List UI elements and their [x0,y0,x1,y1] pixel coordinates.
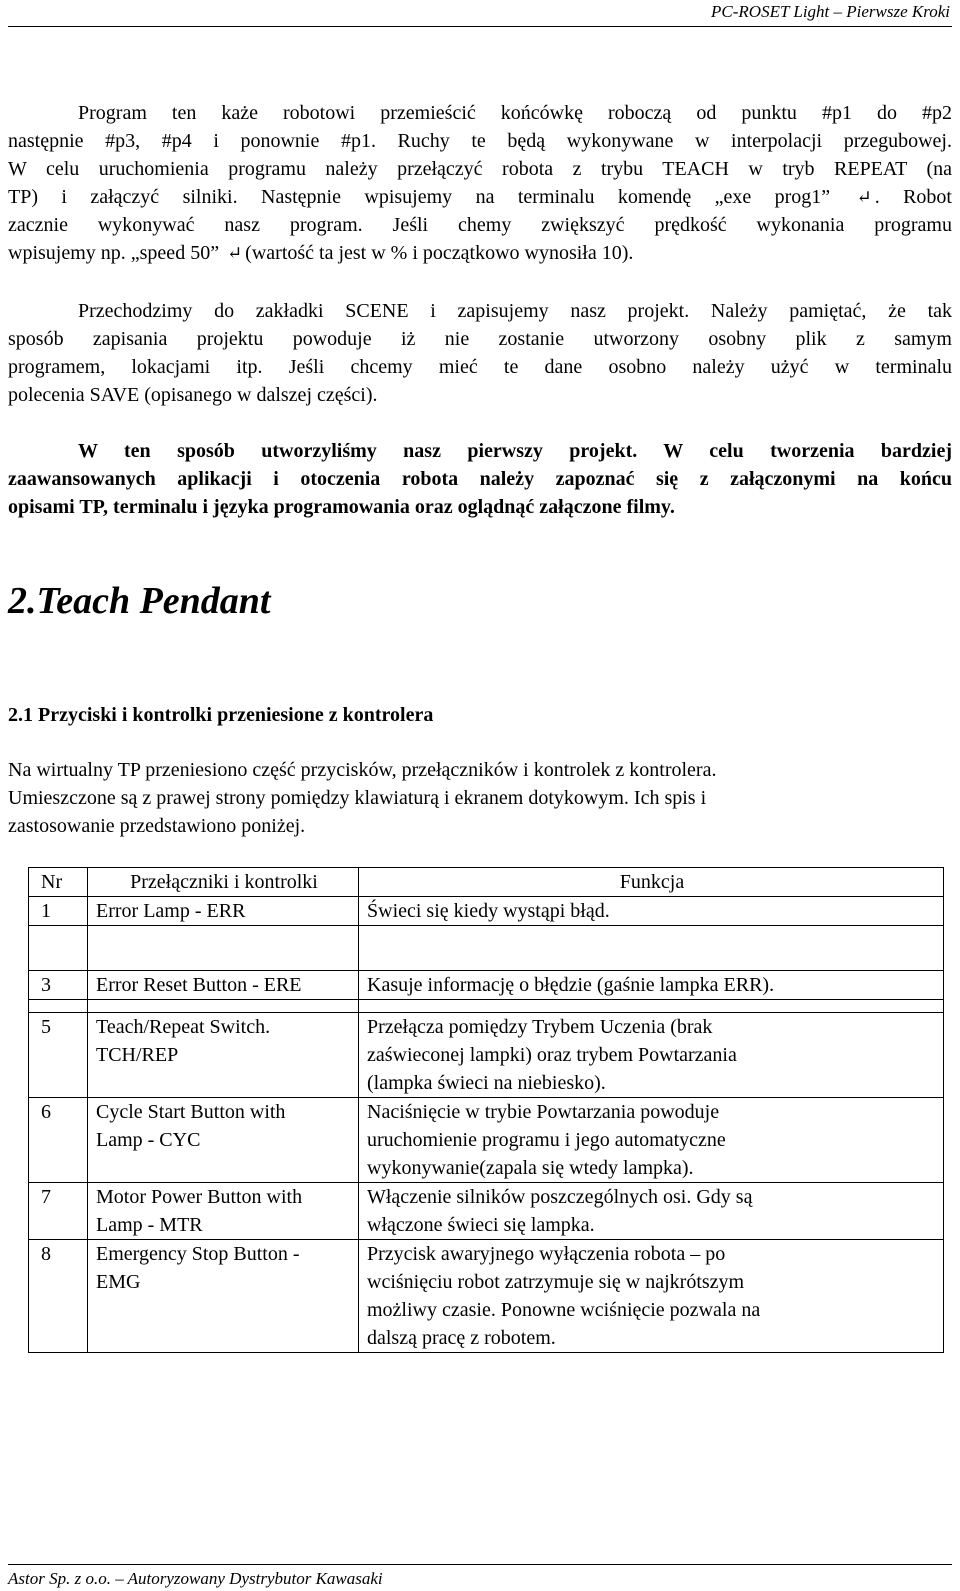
table-row [29,1098,944,1183]
header-divider [8,26,952,27]
text-line: zacznie wykonywać nasz program. Jeśli chemy zwiększyć prędkość wykonania programu [8,214,952,236]
paragraph-summary [8,437,952,521]
cell-line: Przycisk awaryjnego wyłączenia robota – po [367,1243,726,1265]
cell-line: Świeci się kiedy wystąpi błąd. [367,900,610,922]
cell-switch [88,1013,359,1098]
cell-switch [88,1240,359,1353]
text-line: sposób zapisania projektu powoduje iż nie zostanie utworzony osobny plik z samym [8,328,952,350]
cell-line: zaświeconej lampki) oraz trybem Powtarzania [367,1044,737,1066]
cell-line: Error Lamp - ERR [96,900,246,922]
cell-line: Error Reset Button - ERE [96,974,302,996]
cell-line: możliwy czasie. Ponowne wciśnięcie pozwala na [367,1299,761,1321]
cell-line: Kasuje informację o błędzie (gaśnie lampka ERR). [367,974,775,996]
column-header-switch: Przełączniki i kontrolki [88,868,359,897]
table-empty-row [29,926,944,971]
cell-line: Lamp - MTR [96,1214,203,1236]
cell-function [359,1240,944,1353]
table-header-row [29,868,944,897]
cell-switch [88,1183,359,1240]
cell-function [359,1098,944,1183]
cell-function [359,1183,944,1240]
page-footer-text: Astor Sp. z o.o. – Autoryzowany Dystrybutor Kawasaki [8,1569,383,1588]
text-line: polecenia SAVE (opisanego w dalszej części). [8,384,378,406]
cell-function [359,1013,944,1098]
cell-empty [29,1000,88,1013]
subsection-heading: 2.1 Przyciski i kontrolki przeniesione z kontrolera [8,704,434,726]
text-fragment: (wartość ta jest w % i początkowo wynosiła 10). [245,242,634,264]
table-row [29,1183,944,1240]
table-row [29,1240,944,1353]
cell-line: dalszą pracę z robotem. [367,1327,556,1349]
paragraph-tp-intro [8,756,952,840]
paragraph-save-project [8,297,952,409]
cell-nr: 1 [29,897,88,926]
cell-function [359,971,944,1000]
enter-key-icon: ↵ [856,187,872,207]
text-line: opisami TP, terminalu i języka programowania oraz oglądnąć załączone filmy. [8,496,675,518]
cell-function [359,897,944,926]
table-row [29,1013,944,1098]
text-line: Program ten każe robotowi przemieścić końcówkę roboczą od punktu #p1 do #p2 [78,102,952,124]
table-row [29,897,944,926]
text-line [8,239,952,267]
text-line: zaawansowanych aplikacji i otoczenia robota należy zapoznać się z załączonymi na końcu [8,468,952,490]
paragraph-program-run [8,99,952,267]
page-header-title: PC-ROSET Light – Pierwsze Kroki [711,2,950,21]
cell-line: Cycle Start Button with [96,1101,286,1123]
cell-nr: 3 [29,971,88,1000]
text-line: W ten sposób utworzyliśmy nasz pierwszy projekt. W celu tworzenia bardziej [78,440,952,462]
cell-line: Przełącza pomiędzy Trybem Uczenia (brak [367,1016,713,1038]
cell-empty [29,926,88,971]
cell-nr: 7 [29,1183,88,1240]
text-fragment: . Robot [874,186,952,208]
column-header-function: Funkcja [359,868,944,897]
table-empty-row [29,1000,944,1013]
text-fragment: wpisujemy np. „speed 50” [8,242,220,264]
text-fragment: TP) i załączyć silniki. Następnie wpisujemy na terminalu komendę „exe prog1” [8,186,831,208]
cell-line: Motor Power Button with [96,1186,303,1208]
cell-nr: 6 [29,1098,88,1183]
cell-line: Naciśnięcie w trybie Powtarzania powoduje [367,1101,720,1123]
text-line: Umieszczone są z prawej strony pomiędzy klawiaturą i ekranem dotykowym. Ich spis i [8,787,707,809]
controls-table [28,867,944,1353]
cell-line: uruchomienie programu i jego automatyczne [367,1129,726,1151]
cell-nr: 5 [29,1013,88,1098]
text-line: W celu uruchomienia programu należy przełączyć robota z trybu TEACH w tryb REPEAT (na [8,158,952,180]
enter-key-icon: ↵ [227,243,243,263]
cell-switch [88,1098,359,1183]
cell-line: włączone świeci się lampka. [367,1214,595,1236]
cell-switch [88,897,359,926]
cell-nr: 8 [29,1240,88,1353]
cell-line: EMG [96,1271,141,1293]
cell-line: Emergency Stop Button - [96,1243,300,1265]
cell-line: Włączenie silników poszczególnych osi. Gdy są [367,1186,753,1208]
text-line: zastosowanie przedstawiono poniżej. [8,815,306,837]
text-line: Przechodzimy do zakładki SCENE i zapisujemy nasz projekt. Należy pamiętać, że tak [78,300,952,322]
cell-line: wciśnięciu robot zatrzymuje się w najkrótszym [367,1271,745,1293]
section-heading: 2.Teach Pendant [8,580,271,622]
cell-line: (lampka świeci na niebiesko). [367,1072,606,1094]
table-row [29,971,944,1000]
cell-empty [359,1000,944,1013]
column-header-nr: Nr [29,868,88,897]
text-line: następnie #p3, #p4 i ponownie #p1. Ruchy te będą wykonywane w interpolacji przegubowej. [8,130,952,152]
cell-line: Lamp - CYC [96,1129,201,1151]
cell-empty [88,1000,359,1013]
cell-empty [359,926,944,971]
cell-line: Teach/Repeat Switch. [96,1016,271,1038]
text-line: programem, lokacjami itp. Jeśli chcemy mieć te dane osobno należy użyć w terminalu [8,356,952,378]
cell-switch [88,971,359,1000]
footer-divider [8,1564,952,1565]
cell-line: TCH/REP [96,1044,179,1066]
cell-line: wykonywanie(zapala się wtedy lampka). [367,1157,694,1179]
text-line: Na wirtualny TP przeniesiono część przycisków, przełączników i kontrolek z kontrolera. [8,759,717,781]
text-line [8,183,952,211]
cell-empty [88,926,359,971]
